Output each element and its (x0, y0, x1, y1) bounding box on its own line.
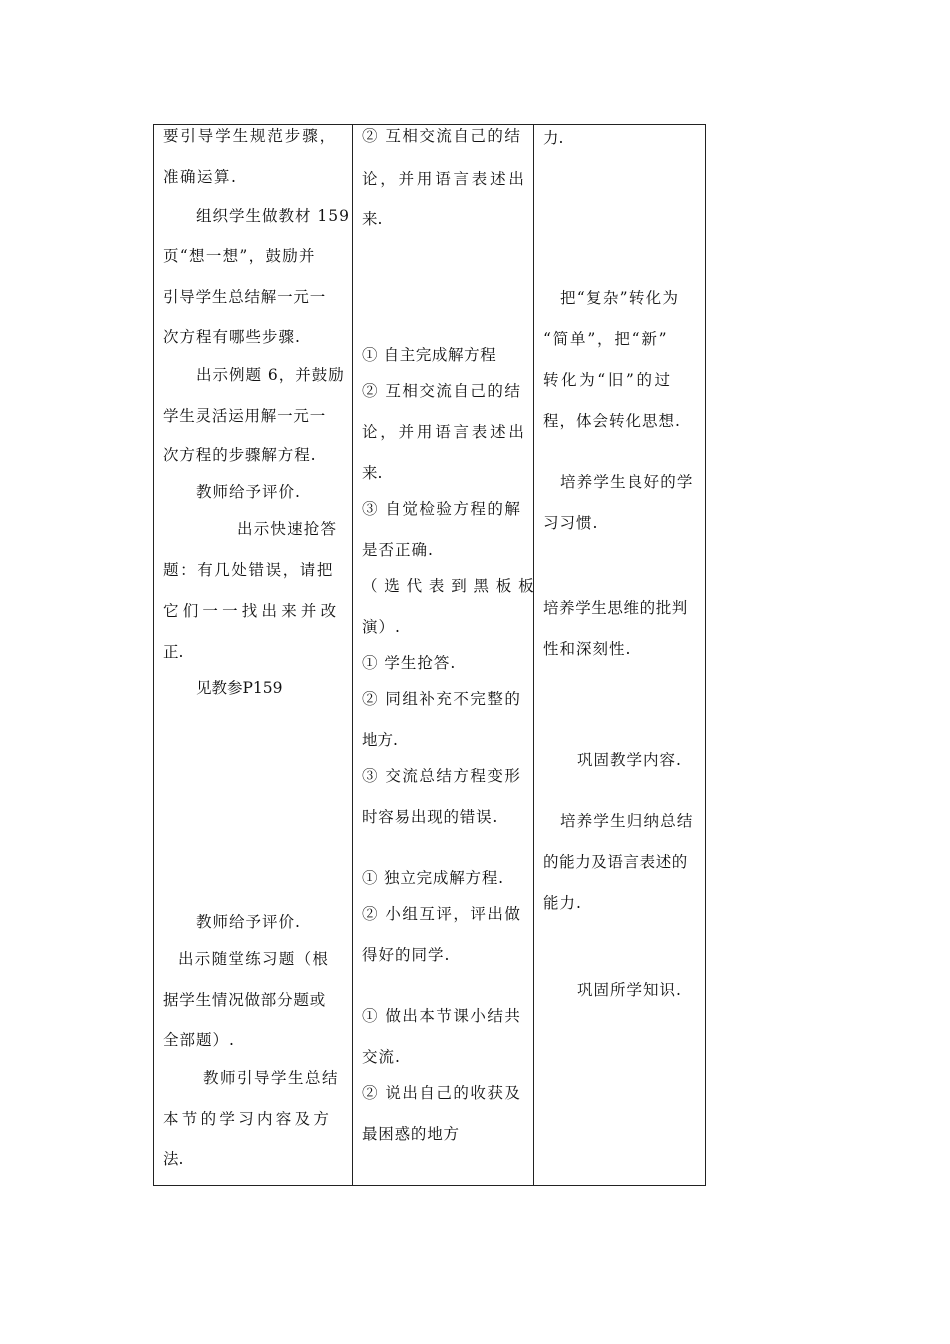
teacher-line: 正. (163, 643, 184, 661)
teacher-line: 次方程有哪些步骤. (163, 328, 301, 346)
teacher-line: 据学生情况做部分题或 (163, 991, 327, 1009)
intent-line: 培养学生归纳总结 (560, 812, 694, 830)
intent-line: 培养学生思维的批判 (543, 599, 688, 617)
student-line: 来. (362, 210, 383, 228)
student-line: ① 学生抢答. (362, 654, 457, 672)
student-line: 来. (362, 464, 383, 482)
intent-line: 的能力及语言表述的 (543, 853, 688, 871)
student-line: 论，并用语言表述出 (362, 423, 527, 441)
teacher-line: 题：有几处错误，请把 (163, 561, 335, 579)
column-divider (352, 125, 353, 1185)
student-line: ③ 自觉检验方程的解 (362, 500, 522, 518)
teacher-line: 准确运算. (163, 168, 238, 186)
teacher-line: 全部题）. (163, 1031, 235, 1049)
teacher-line: 本节的学习内容及方 (163, 1110, 333, 1128)
teacher-line: 出示随堂练习题（根 (178, 950, 330, 968)
teacher-line: 引导学生总结解一元一 (163, 288, 327, 306)
teacher-line: 出示例题 6，并鼓励 (196, 366, 345, 384)
intent-line: 巩固所学知识. (577, 981, 682, 999)
student-line: ① 自主完成解方程 (362, 346, 497, 364)
student-line: 论，并用语言表述出 (362, 170, 527, 188)
teacher-line: 教师给予评价. (196, 483, 301, 501)
intent-line: 巩固教学内容. (577, 751, 682, 769)
student-line: 时容易出现的错误. (362, 808, 499, 826)
teacher-line: 教师引导学生总结 (203, 1069, 340, 1087)
student-line: ② 同组补充不完整的 (362, 690, 522, 708)
intent-line: 能力. (543, 894, 582, 912)
teacher-line: 学生灵活运用解一元一 (163, 407, 327, 425)
column-divider (533, 125, 534, 1185)
teacher-line: 要引导学生规范步骤， (163, 127, 338, 145)
intent-line: 程，体会转化思想. (543, 412, 681, 430)
teacher-line: 组织学生做教材 159 (196, 207, 351, 225)
student-line: 得好的同学. (362, 946, 451, 964)
teacher-line: 见教参P159 (196, 679, 283, 697)
teacher-line: 教师给予评价. (196, 913, 301, 931)
student-line: ① 独立完成解方程. (362, 869, 504, 887)
intent-line: 培养学生良好的学 (560, 473, 694, 491)
student-line: ② 说出自己的收获及 (362, 1084, 522, 1102)
student-line: （选代表到黑板板 (362, 577, 541, 595)
intent-line: 力. (543, 129, 564, 147)
student-line: ② 小组互评，评出做 (362, 905, 522, 923)
student-line: 演）. (362, 618, 401, 636)
student-line: ② 互相交流自己的结 (362, 382, 522, 400)
teacher-line: 法. (163, 1150, 184, 1168)
student-line: ① 做出本节课小结共 (362, 1007, 522, 1025)
teacher-line: 它们一一找出来并改 (163, 602, 341, 620)
student-line: ③ 交流总结方程变形 (362, 767, 522, 785)
teacher-line: 次方程的步骤解方程. (163, 446, 317, 464)
intent-line: 习习惯. (543, 514, 599, 532)
teacher-line: 页“想一想”，鼓励并 (163, 247, 316, 265)
intent-line: 性和深刻性. (543, 640, 632, 658)
teacher-line: 出示快速抢答 (237, 520, 338, 538)
intent-line: “简单”，把“新” (543, 330, 669, 348)
student-line: ② 互相交流自己的结 (362, 127, 522, 145)
student-line: 最困惑的地方 (362, 1125, 460, 1143)
intent-line: 转化为“旧”的过 (543, 371, 673, 389)
student-line: 是否正确. (362, 541, 434, 559)
student-line: 交流. (362, 1048, 401, 1066)
student-line: 地方. (362, 731, 398, 749)
intent-line: 把“复杂”转化为 (560, 289, 680, 307)
